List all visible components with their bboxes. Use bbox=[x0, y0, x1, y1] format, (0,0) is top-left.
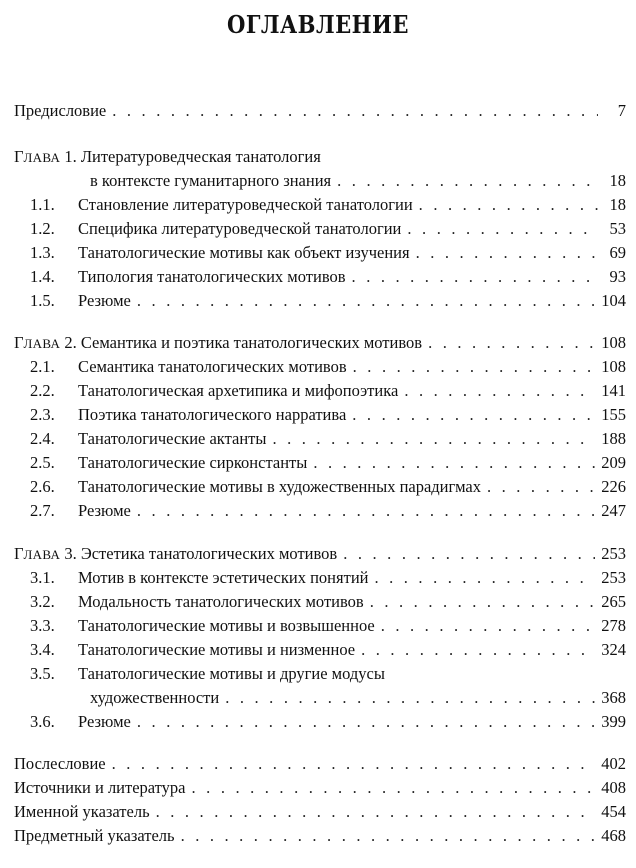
page-number: 265 bbox=[601, 592, 626, 611]
page-number: 18 bbox=[609, 171, 626, 190]
toc-entry-section[interactable] bbox=[30, 615, 626, 637]
page-number: 108 bbox=[601, 333, 626, 352]
page-number: 188 bbox=[601, 429, 626, 448]
toc-entry-section[interactable] bbox=[30, 452, 626, 474]
section-number: 2.7. bbox=[30, 501, 55, 520]
chapter-title-line1: Литературоведческая танатология bbox=[80, 147, 321, 166]
page-number: 141 bbox=[601, 381, 626, 400]
section-number: 2.4. bbox=[30, 429, 55, 448]
toc-entry-preface[interactable] bbox=[14, 100, 626, 122]
page-number: 278 bbox=[601, 616, 626, 635]
entry-title: Резюме bbox=[78, 501, 131, 520]
page-number: 402 bbox=[601, 754, 626, 773]
dot-leader bbox=[381, 615, 596, 637]
toc-entry-section[interactable] bbox=[30, 711, 626, 733]
page-number: 53 bbox=[609, 219, 626, 238]
toc-entry-section[interactable] bbox=[30, 567, 626, 589]
page-number: 155 bbox=[601, 405, 626, 424]
toc-entry-section[interactable] bbox=[30, 476, 626, 498]
toc-entry-section[interactable] bbox=[30, 663, 385, 685]
page-number: 209 bbox=[601, 453, 626, 472]
page-number: 408 bbox=[601, 778, 626, 797]
page-title: ОГЛАВЛЕНИЕ bbox=[227, 10, 409, 39]
page-number: 247 bbox=[601, 501, 626, 520]
entry-title: Именной указатель bbox=[14, 802, 150, 821]
entry-title: Становление литературоведческой танатологии bbox=[78, 195, 413, 214]
page-number: 468 bbox=[601, 826, 626, 845]
entry-title: Мотив в контексте эстетических понятий bbox=[78, 568, 369, 587]
dot-leader bbox=[313, 452, 595, 474]
dot-leader bbox=[112, 100, 598, 122]
section-number: 3.1. bbox=[30, 568, 55, 587]
toc-entry-section[interactable] bbox=[30, 194, 626, 216]
section-number: 1.1. bbox=[30, 195, 55, 214]
dot-leader bbox=[353, 356, 596, 378]
toc-entry-section[interactable] bbox=[30, 218, 626, 240]
entry-title: Резюме bbox=[78, 291, 131, 310]
page-number: 108 bbox=[601, 357, 626, 376]
dot-leader bbox=[487, 476, 595, 498]
entry-title-line2: художественности bbox=[90, 688, 220, 707]
page-number: 368 bbox=[601, 688, 626, 707]
section-number: 3.6. bbox=[30, 712, 55, 731]
section-number: 3.3. bbox=[30, 616, 55, 635]
toc-entry-section[interactable] bbox=[30, 428, 626, 450]
toc-entry-section[interactable] bbox=[30, 356, 626, 378]
section-number: 1.4. bbox=[30, 267, 55, 286]
dot-leader bbox=[352, 404, 595, 426]
toc-entry-section-continuation[interactable] bbox=[90, 687, 626, 709]
chapter-label: ГЛАВА bbox=[14, 544, 61, 563]
entry-title: Предисловие bbox=[14, 101, 107, 120]
dot-leader bbox=[374, 567, 595, 589]
dot-leader bbox=[225, 687, 595, 709]
dot-leader bbox=[112, 753, 596, 775]
entry-title: Танатологические мотивы в художественных парадигмах bbox=[78, 477, 481, 496]
dot-leader bbox=[337, 170, 598, 192]
chapter-number: 3. bbox=[64, 544, 77, 563]
page-number: 324 bbox=[601, 640, 626, 659]
chapter-number: 1. bbox=[64, 147, 77, 166]
toc-entry-section[interactable] bbox=[30, 591, 626, 613]
dot-leader bbox=[407, 218, 598, 240]
page-number: 18 bbox=[609, 195, 626, 214]
dot-leader bbox=[361, 639, 595, 661]
chapter-title: Семантика и поэтика танатологических мотивов bbox=[80, 333, 423, 352]
chapter-heading-2[interactable] bbox=[14, 332, 626, 354]
entry-title: Танатологические сирконстанты bbox=[78, 453, 308, 472]
page-number: 253 bbox=[601, 568, 626, 587]
section-number: 3.4. bbox=[30, 640, 55, 659]
entry-title: Танатологические мотивы и возвышенное bbox=[78, 616, 375, 635]
section-number: 3.5. bbox=[30, 664, 55, 683]
page-number: 69 bbox=[609, 243, 626, 262]
toc-entry-section[interactable] bbox=[30, 290, 626, 312]
toc-entry-subject-index[interactable] bbox=[14, 825, 626, 847]
section-number: 1.3. bbox=[30, 243, 55, 262]
dot-leader bbox=[404, 380, 595, 402]
dot-leader bbox=[137, 711, 595, 733]
entry-title: Танатологические мотивы как объект изучения bbox=[78, 243, 410, 262]
section-number: 2.2. bbox=[30, 381, 55, 400]
entry-title-line1: Танатологические мотивы и другие модусы bbox=[78, 664, 385, 683]
dot-leader bbox=[428, 332, 595, 354]
dot-leader bbox=[156, 801, 596, 823]
section-number: 2.1. bbox=[30, 357, 55, 376]
entry-title: Танатологические мотивы и низменное bbox=[78, 640, 356, 659]
section-number: 1.5. bbox=[30, 291, 55, 310]
entry-title: Типология танатологических мотивов bbox=[78, 267, 346, 286]
section-number: 2.5. bbox=[30, 453, 55, 472]
dot-leader bbox=[419, 194, 598, 216]
dot-leader bbox=[343, 543, 595, 565]
toc-entry-name-index[interactable] bbox=[14, 801, 626, 823]
entry-title: Послесловие bbox=[14, 754, 106, 773]
page-number: 399 bbox=[601, 712, 626, 731]
dot-leader bbox=[272, 428, 595, 450]
section-number: 1.2. bbox=[30, 219, 55, 238]
section-number: 2.6. bbox=[30, 477, 55, 496]
chapter-title-line2: в контексте гуманитарного знания bbox=[90, 171, 332, 190]
page-number: 7 bbox=[617, 101, 626, 120]
chapter-heading-1-continuation[interactable] bbox=[90, 170, 626, 192]
chapter-label: ГЛАВА bbox=[14, 333, 61, 352]
toc-entry-section[interactable] bbox=[30, 404, 626, 426]
page-number: 226 bbox=[601, 477, 626, 496]
entry-title: Резюме bbox=[78, 712, 131, 731]
chapter-number: 2. bbox=[64, 333, 77, 352]
entry-title: Предметный указатель bbox=[14, 826, 175, 845]
toc-entry-section[interactable] bbox=[30, 266, 626, 288]
chapter-heading-3[interactable] bbox=[14, 543, 626, 565]
page-number: 454 bbox=[601, 802, 626, 821]
toc-entry-section[interactable] bbox=[30, 242, 626, 264]
dot-leader bbox=[137, 500, 595, 522]
toc-entry-afterword[interactable] bbox=[14, 753, 626, 775]
toc-entry-sources[interactable] bbox=[14, 777, 626, 799]
entry-title: Специфика литературоведческой танатологии bbox=[78, 219, 402, 238]
section-number: 2.3. bbox=[30, 405, 55, 424]
dot-leader bbox=[192, 777, 596, 799]
toc-entry-section[interactable] bbox=[30, 380, 626, 402]
entry-title: Танатологические актанты bbox=[78, 429, 267, 448]
entry-title: Источники и литература bbox=[14, 778, 186, 797]
chapter-heading-1[interactable] bbox=[14, 146, 321, 168]
entry-title: Танатологическая архетипика и мифопоэтика bbox=[78, 381, 399, 400]
dot-leader bbox=[416, 242, 598, 264]
dot-leader bbox=[137, 290, 595, 312]
entry-title: Модальность танатологических мотивов bbox=[78, 592, 364, 611]
page-number: 253 bbox=[601, 544, 626, 563]
dot-leader bbox=[181, 825, 596, 847]
dot-leader bbox=[352, 266, 598, 288]
toc-entry-section[interactable] bbox=[30, 500, 626, 522]
chapter-title: Эстетика танатологических мотивов bbox=[80, 544, 338, 563]
page-number: 104 bbox=[601, 291, 626, 310]
entry-title: Семантика танатологических мотивов bbox=[78, 357, 347, 376]
section-number: 3.2. bbox=[30, 592, 55, 611]
chapter-label: ГЛАВА bbox=[14, 147, 61, 166]
toc-entry-section[interactable] bbox=[30, 639, 626, 661]
entry-title: Поэтика танатологического нарратива bbox=[78, 405, 347, 424]
page-number: 93 bbox=[609, 267, 626, 286]
dot-leader bbox=[370, 591, 596, 613]
